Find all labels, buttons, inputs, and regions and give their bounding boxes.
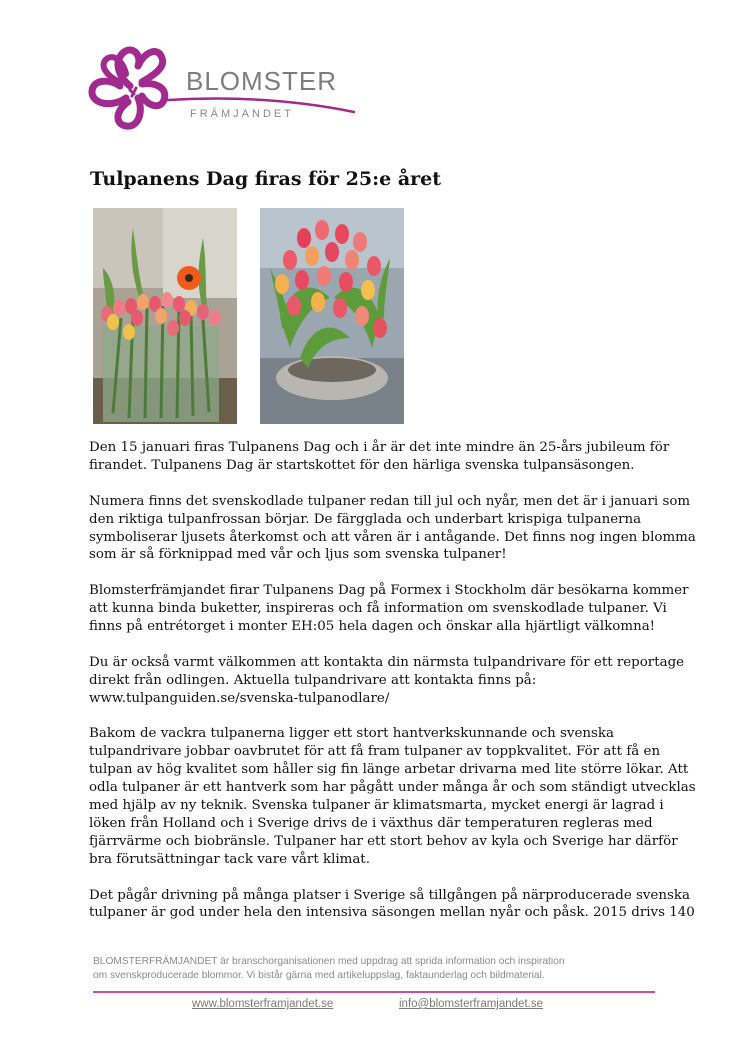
article-body xyxy=(89,439,696,940)
email-link[interactable]: info@blomsterframjandet.se xyxy=(399,998,543,1010)
text-line: tulpandrivare jobbar oavbrutet för att få fram tulpaner av toppkvalitet. För att få en xyxy=(89,744,661,760)
article-title: Tulpanens Dag firas för 25:e året xyxy=(90,168,441,190)
text-line: odla tulpaner är ett hantverk som har pågått under många år och som ständigt utvecklas xyxy=(89,780,696,796)
tulip-photo-bowl xyxy=(260,208,404,424)
text-line: Den 15 januari firas Tulpanens Dag och i år är det inte mindre än 25-års jubileum för xyxy=(89,440,670,455)
footer-divider xyxy=(93,991,655,993)
text-line: symboliserar ljusets återkomst och att våren är i antågande. Det finns nog ingen blomma xyxy=(89,529,696,545)
text-line: finns på entrétorget i monter EH:05 hela dagen och önskar alla hjärtligt välkomna! xyxy=(89,619,656,635)
text-line: firandet. Tulpanens Dag är startskottet för den härliga svenska tulpansäsongen. xyxy=(89,457,635,473)
text-line: att kunna binda buketter, inspireras och få information om svenskodlade tulpaner. Vi xyxy=(89,601,667,617)
text-line: Du är också varmt välkommen att kontakta din närmsta tulpandrivare för ett reportage xyxy=(89,654,685,670)
text-line: Det pågår drivning på många platser i Sverige så tillgången på närproducerade svenska xyxy=(89,887,690,903)
logo-wordmark: BLOMSTER xyxy=(186,66,338,96)
tulpanguiden-url: www.tulpanguiden.se/svenska-tulpanodlare/ xyxy=(89,690,390,706)
paragraph-2 xyxy=(89,493,696,565)
text-line: tulpan av hög kvalitet som håller sig fin länge arbetar drivarna med lite större lökar. Att xyxy=(89,762,689,778)
footer-line: BLOMSTERFRÄMJANDET är branschorganisationen med uppdrag att sprida information och inspiration xyxy=(93,956,565,967)
text-line: direkt från odlingen. Aktuella tulpandrivare att kontakta finns på: xyxy=(89,672,537,688)
text-line: fjärrvärme och biobränsle. Tulpaner har ett stort behov av kyla och Sverige har därför xyxy=(89,833,678,849)
text-line: Numera finns det svenskodlade tulpaner redan till jul och nyår, men det är i januari som xyxy=(89,493,691,509)
tulip-photo-vase xyxy=(93,208,237,424)
paragraph-3 xyxy=(89,582,689,636)
text-line: Bakom de vackra tulpanerna ligger ett stort hantverkskunnande och svenska xyxy=(89,726,614,742)
text-line: Blomsterfrämjandet firar Tulpanens Dag på Formex i Stockholm där besökarna kommer xyxy=(89,583,689,599)
blomsterframjandet-logo xyxy=(86,42,366,137)
text-line: den riktiga tulpanfrossan börjar. De färgglada och underbart krispiga tulpanerna xyxy=(89,511,642,527)
website-link[interactable]: www.blomsterframjandet.se xyxy=(192,998,334,1010)
logo-subtitle: FRÄMJANDET xyxy=(190,108,294,120)
paragraph-6 xyxy=(89,887,695,923)
text-line: tulpaner är god under hela den intensiva säsongen mellan nyår och påsk. 2015 drivs 140 xyxy=(89,905,695,921)
paragraph-5 xyxy=(89,725,696,868)
paragraph-4 xyxy=(89,654,685,708)
paragraph-1 xyxy=(89,439,669,475)
footer-line: om svenskproducerade blommor. Vi bistår gärna med artikeluppslag, faktaunderlag och bildmaterial. xyxy=(93,969,545,981)
text-line: med hjälp av ny teknik. Svenska tulpaner är klimatsmarta, mycket energi är lagrad i xyxy=(89,798,664,814)
text-line: löken från Holland och i Sverige drivs de i växthus där temperaturen regleras med xyxy=(89,815,653,831)
footer-description xyxy=(93,955,673,982)
text-line: som är så förknippad med vår och ljus som svenska tulpaner! xyxy=(89,547,507,563)
text-line: bra förutsättningar tack vare vårt klimat. xyxy=(89,851,370,867)
